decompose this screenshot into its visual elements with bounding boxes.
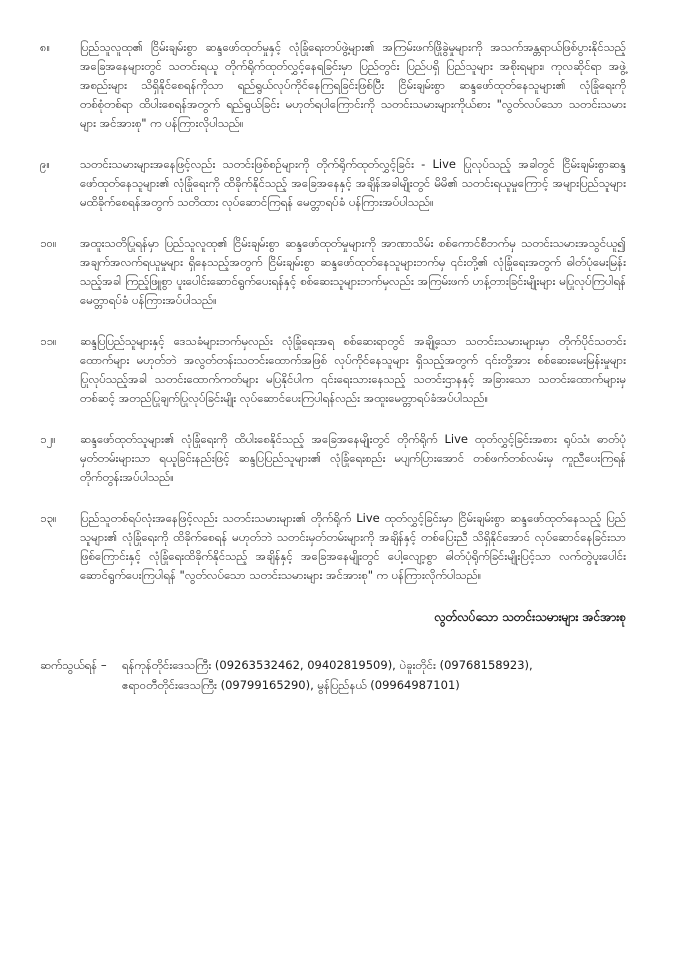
- paragraph-text: ဆန္ဒပြပြည်သူများနှင့် ဒေသခံများဘက်မှလည်း လုံခြုံရေးအရ စစ်ဆေးရာတွင် အချို့သော သတင်းသမားများမှာ တိုက်ပိုင်သတင်းထောက်များ မဟုတ်ဘဲ အလွတ်တန်းသတင်းထောက်အဖြစ် လုပ်ကိုင်နေသူများ ရှိသည့်အတွက် ၎င်းတို့အား စစ်ဆေးမေးမြန်းမှုများ ပြုလုပ်သည့်အခါ သတင်းထောက်ကတ်များ မပြနိုင်ပါက ၎င်းရေးသားနေသည့် သတင်းဌာနနှင့် အခြားသော သတင်းထောက်များမှတစ်ဆင့် အတည်ပြုချက်ပြုလုပ်ခြင်းမျိုး လုပ်ဆောင်ပေးကြပါရန်လည်း အထူးမေတ္တာရပ်ခံအပ်ပါသည်။: [80, 334, 626, 405]
- paragraph-number: ၁၂။: [40, 432, 56, 446]
- paragraph-text: သတင်းသမားများအနေဖြင့်လည်း သတင်းဖြစ်စဉ်များကို တိုက်ရိုက်ထုတ်လွှင့်ခြင်း - Live ပြုလုပ်သည့် အခါတွင် ငြိမ်းချမ်းစွာဆန္ဒဖော်ထုတ်နေသူများ၏ လုံခြုံရေးကို ထိခိုက်နိုင်သည့် အခြေအနေနှင့် အချိန်အခါမျိုးတွင် မိမိ၏ သတင်းရယူမှုကြောင့် အများပြည်သူများ မထိခိုက်စေရန်အတွက် သတိထား လုပ်ဆောင်ကြရန် မေတ္တာရပ်ခံ ပန်ကြားအပ်ပါသည်။: [80, 157, 626, 209]
- contact-label: ဆက်သွယ်ရန် –: [40, 658, 107, 672]
- paragraph-12: [40, 430, 626, 487]
- paragraph-text: ပြည်သူတစ်ရပ်လုံးအနေဖြင့်လည်း သတင်းသမားများ၏ တိုက်ရိုက် Live ထုတ်လွှင့်ခြင်းမှာ ငြိမ်းချမ်းစွာ ဆန္ဒဖော်ထုတ်နေသည့် ပြည်သူများ၏ လုံခြုံရေးကို ထိခိုက်စေရန် မဟုတ်ဘဲ သတင်းမှတ်တမ်းများကို အချိန်နှင့် တစ်ပြေးညီ သိရှိနိုင်အောင် လုပ်ဆောင်နေခြင်းသာဖြစ်ကြောင်းနှင့် လုံခြုံရေးထိခိုက်နိုင်သည့် အချိန်နှင့် အခြေအနေမျိုးတွင် ပေါ့လျော့စွာ ဓါတ်ပုံရိုက်ခြင်းမျိုးပြင့်သာ လက်တွဲပူးပေါင်းဆောင်ရွက်ပေးကြပါရန် "လွတ်လပ်သော သတင်းသမားများ အင်အားစု" က ပန်ကြားလိုက်ပါသည်။: [80, 511, 626, 582]
- paragraph-text: အထူးသတိပြုရန်မှာ ပြည်သူလူထု၏ ငြိမ်းချမ်းစွာ ဆန္ဒဖော်ထုတ်မှုများကို အာဏာသိမ်း စစ်ကောင်စီဘက်မှ သတင်းသမားအသွင်ယူ၍ အချက်အလက်ရယူမှုများ ရှိနေသည့်အတွက် ငြိမ်းချမ်းစွာ ဆန္ဒဖော်ထုတ်နေသူများဘက်မှ ၎င်းတို့၏ လုံခြုံရေးအတွက် ဓါတ်ပုံမေးမြန်းသည့်အခါ ကြည့်ဖြူစွာ ပူးပေါင်းဆောင်ရွက်ပေးရန်နှင့် စစ်ဆေးသူများဘက်မှလည်း အကြမ်းဖက် ဟန့်တားခြင်းမျိုးများ မပြုလုပ်ကြပါရန် မေတ္တာရပ်ခံ ပန်ကြားအပ်ပါသည်။: [80, 236, 626, 307]
- paragraph-number: ၁၀။: [40, 236, 57, 250]
- paragraph-number: ၈။: [40, 40, 51, 54]
- paragraph-text: ဆန္ဒဖော်ထုတ်သူများ၏ လုံခြုံရေးကို ထိပါးစေနိုင်သည့် အခြေအနေမျိုးတွင် တိုက်ရိုက် Live ထုတ်လွှင့်ခြင်းအစား ရုပ်သံ၊ ဓာတ်ပုံမှတ်တမ်းများသာ ရယူခြင်းနည်းဖြင့် ဆန္ဒပြပြည်သူများ၏ လုံခြုံရေးစည်း မပျက်ပြားအောင် တစ်ဖက်တစ်လမ်းမှ ကူညီပေးကြရန် တိုက်တွန်းအပ်ပါသည်။: [80, 432, 626, 484]
- paragraph-8: [40, 38, 626, 133]
- paragraph-number: ၉။: [40, 157, 50, 171]
- paragraph-number: ၁၁။: [40, 334, 57, 348]
- paragraph-text: ပြည်သူလူထု၏ ငြိမ်းချမ်းစွာ ဆန္ဒဖော်ထုတ်မှုနှင့် လုံခြုံရေးတပ်ဖွဲ့များ၏ အကြမ်းဖက်ဖြိုခွဲမှုများကို အသက်အန္တရာယ်ဖြစ်ပွားနိုင်သည့် အခြေအနေများတွင် သတင်းရယူ တိုက်ရိုက်ထုတ်လွှင့်နေရခြင်းမှာ ပြည်တွင်း ပြည်ပရှိ ပြည်သူများ အစိုးရများ၊ ကုလဆိုင်ရာ အဖွဲ့အစည်းများ သိရှိနိုင်စေရန်ကိုသာ ရည်ရွယ်လုပ်ကိုင်နေကြရခြင်းဖြစ်ပြီး ငြိမ်းချမ်းစွာ ဆန္ဒဖော်ထုတ်နေသူများ၏ လုံခြုံရေးကို တစ်စုံတစ်ရာ ထိပါးစေရန်အတွက် ရည်ရွယ်ခြင်း မဟုတ်ရပါကြောင်းကို သတင်းသမားများကိုယ်စား "လွတ်လပ်သော သတင်းသမားများ အင်အားစု" က ပန်ကြားလိုပါသည်။: [80, 40, 626, 130]
- paragraph-10: [40, 234, 626, 310]
- paragraph-13: [40, 509, 626, 585]
- contact-line: ဧရာဝတီတိုင်းဒေသကြီး (09799165290), မွန်ပြည်နယ် (09964987101): [122, 678, 460, 692]
- contact-line: ရန်ကုန်တိုင်းဒေသကြီး (09263532462, 09402819509), ပဲခူးတိုင်း (09768158923),: [122, 658, 533, 672]
- paragraph-11: [40, 332, 626, 408]
- paragraph-9: [40, 155, 626, 212]
- contact-lines: [122, 655, 626, 695]
- contact-block: [40, 655, 626, 695]
- paragraph-number: ၁၃။: [40, 511, 57, 525]
- signature-organization: လွတ်လပ်သော သတင်းသမားများ အင်အားစု: [434, 610, 626, 624]
